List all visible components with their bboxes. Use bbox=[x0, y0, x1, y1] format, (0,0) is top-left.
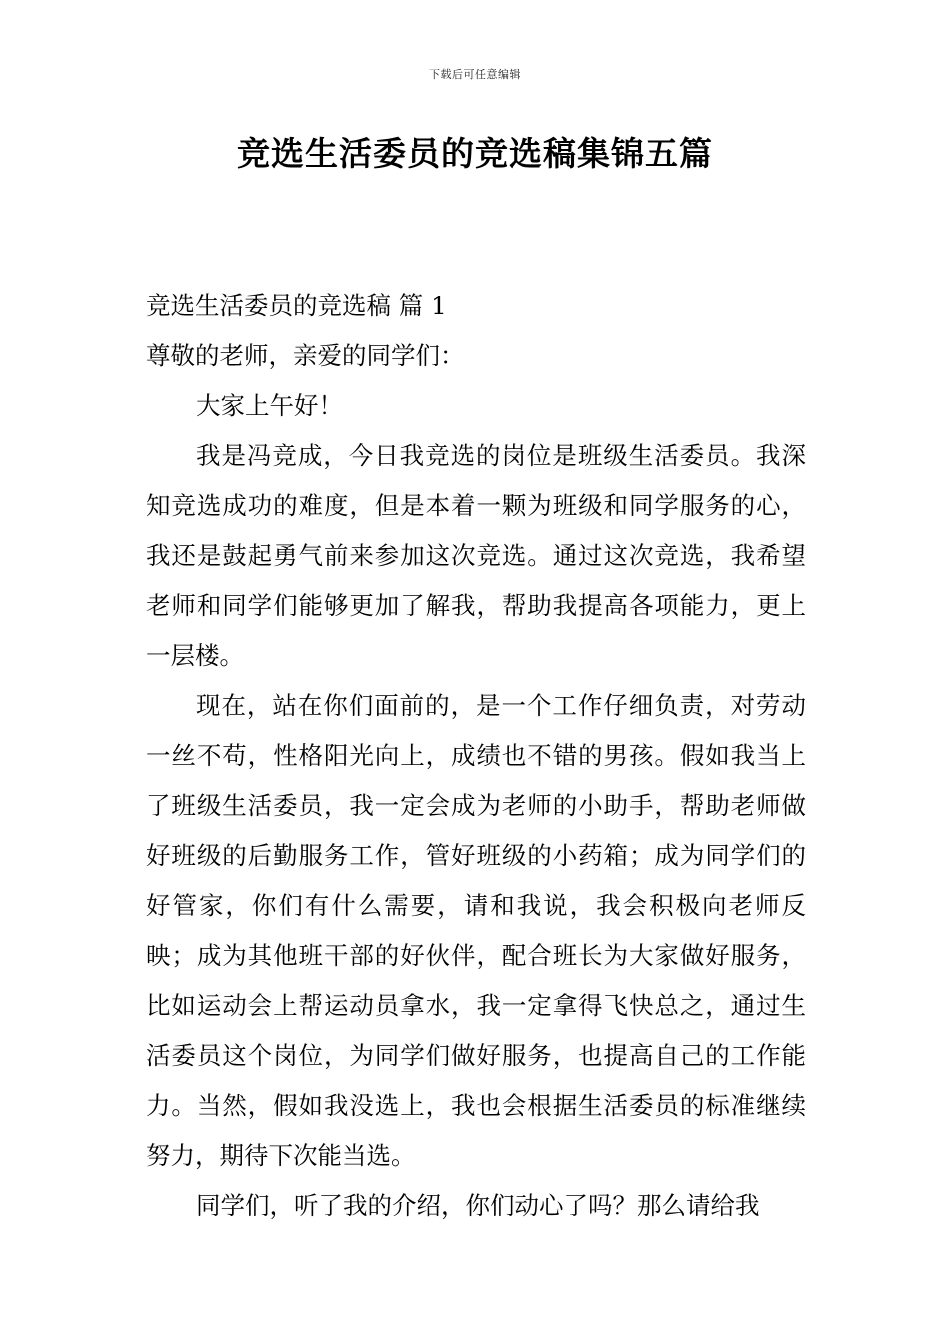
document-title: 竞选生活委员的竞选稿集锦五篇 bbox=[237, 134, 713, 173]
section-heading: 竞选生活委员的竞选稿 篇 1 bbox=[146, 291, 447, 320]
greeting: 大家上午好！ bbox=[196, 391, 343, 420]
document-body bbox=[146, 281, 806, 1231]
header-note: 下载后可任意编辑 bbox=[429, 68, 521, 81]
salutation: 尊敬的老师，亲爱的同学们： bbox=[146, 341, 465, 370]
paragraph-intro: 我是冯竞成，今日我竞选的岗位是班级生活委员。我深知竞选成功的难度，但是本着一颗为班级和同学服务的心，我还是鼓起勇气前来参加这次竞选。通过这次竞选，我希望老师和同学们能够更加了解我，帮助我提高各项能力，更上一层楼。 bbox=[146, 441, 806, 670]
paragraph-closing: 同学们，听了我的介绍，你们动心了吗？那么请给我 bbox=[196, 1191, 760, 1220]
paragraph-plan: 现在，站在你们面前的，是一个工作仔细负责，对劳动一丝不苟，性格阳光向上，成绩也不错的男孩。假如我当上了班级生活委员，我一定会成为老师的小助手，帮助老师做好班级的后勤服务工作，管好班级的小药箱；成为同学们的好管家，你们有什么需要，请和我说，我会积极向老师反映；成为其他班干部的好伙伴，配合班长为大家做好服务，比如运动会上帮运动员拿水，我一定拿得飞快总之，通过生活委员这个岗位，为同学们做好服务，也提高自己的工作能力。当然，假如我没选上，我也会根据生活委员的标准继续努力，期待下次能当选。 bbox=[146, 691, 806, 1170]
